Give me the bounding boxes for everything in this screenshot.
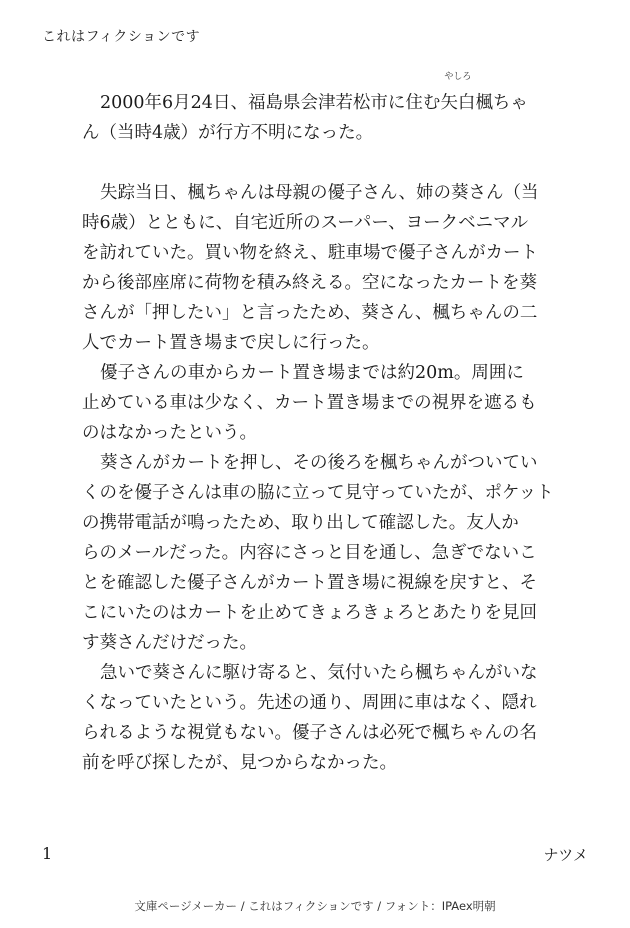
- text-line: らのメールだった。内容にさっと目を通し、急ぎでないこ: [82, 543, 537, 563]
- text-line: 前を呼び探したが、見つからなかった。: [82, 753, 397, 773]
- text-segment: 楓ちゃ: [475, 93, 528, 113]
- text-line: 優子さんの車からカート置き場までは約20m。周囲に: [100, 363, 524, 383]
- text-line: [82, 72, 552, 118]
- page-number: 1: [42, 844, 53, 863]
- text-line: から後部座席に荷物を積み終える。空になったカートを葵: [82, 273, 537, 293]
- text-line: とを確認した優子さんがカート置き場に視線を戻すと、そ: [82, 573, 537, 593]
- author-name: ナツメ: [543, 846, 588, 864]
- blank-line: [82, 148, 552, 178]
- text-line: 失踪当日、楓ちゃんは母親の優子さん、姉の葵さん（当: [100, 183, 539, 203]
- text-line: 止めている車は少なく、カート置き場までの視界を遮るも: [82, 393, 537, 413]
- ruby-word: [440, 72, 476, 118]
- text-line: の携帯電話が鳴ったため、取り出して確認した。友人か: [82, 513, 519, 533]
- text-line: す葵さんだけだった。: [82, 633, 257, 653]
- ruby-reading: やしろ: [444, 72, 472, 82]
- text-line: くのを優子さんは車の脇に立って見守っていたが、ポケット: [82, 483, 554, 503]
- footer-credit: 文庫ページメーカー / これはフィクションです / フォント：IPAex明朝: [134, 899, 496, 913]
- text-line: 葵さんがカートを押し、その後ろを楓ちゃんがついてい: [100, 453, 538, 473]
- ruby-base: 矢白: [440, 93, 476, 113]
- text-line: こにいたのはカートを止めてきょろきょろとあたりを見回: [82, 603, 537, 623]
- text-line: 時6歳）とともに、自宅近所のスーパー、ヨークベニマル: [82, 213, 529, 233]
- text-line: さんが「押したい」と言ったため、葵さん、楓ちゃんの二: [82, 303, 538, 323]
- text-line: られるような視覚もない。優子さんは必死で楓ちゃんの名: [82, 723, 537, 743]
- text-line: のはなかったという。: [82, 423, 257, 443]
- header-title: これはフィクションです: [42, 29, 201, 45]
- text-segment: 2000年6月24日、福島県会津若松市に住む: [100, 93, 441, 113]
- text-line: 人でカート置き場まで戻しに行った。: [82, 333, 380, 353]
- text-line: ん（当時4歳）が行方不明になった。: [82, 123, 374, 143]
- text-line: くなっていたという。先述の通り、周囲に車はなく、隠れ: [82, 693, 537, 713]
- text-line: を訪れていた。買い物を終え、駐車場で優子さんがカート: [82, 243, 539, 263]
- text-line: 急いで葵さんに駆け寄ると、気付いたら楓ちゃんがいな: [100, 663, 538, 683]
- body-text: [82, 72, 554, 778]
